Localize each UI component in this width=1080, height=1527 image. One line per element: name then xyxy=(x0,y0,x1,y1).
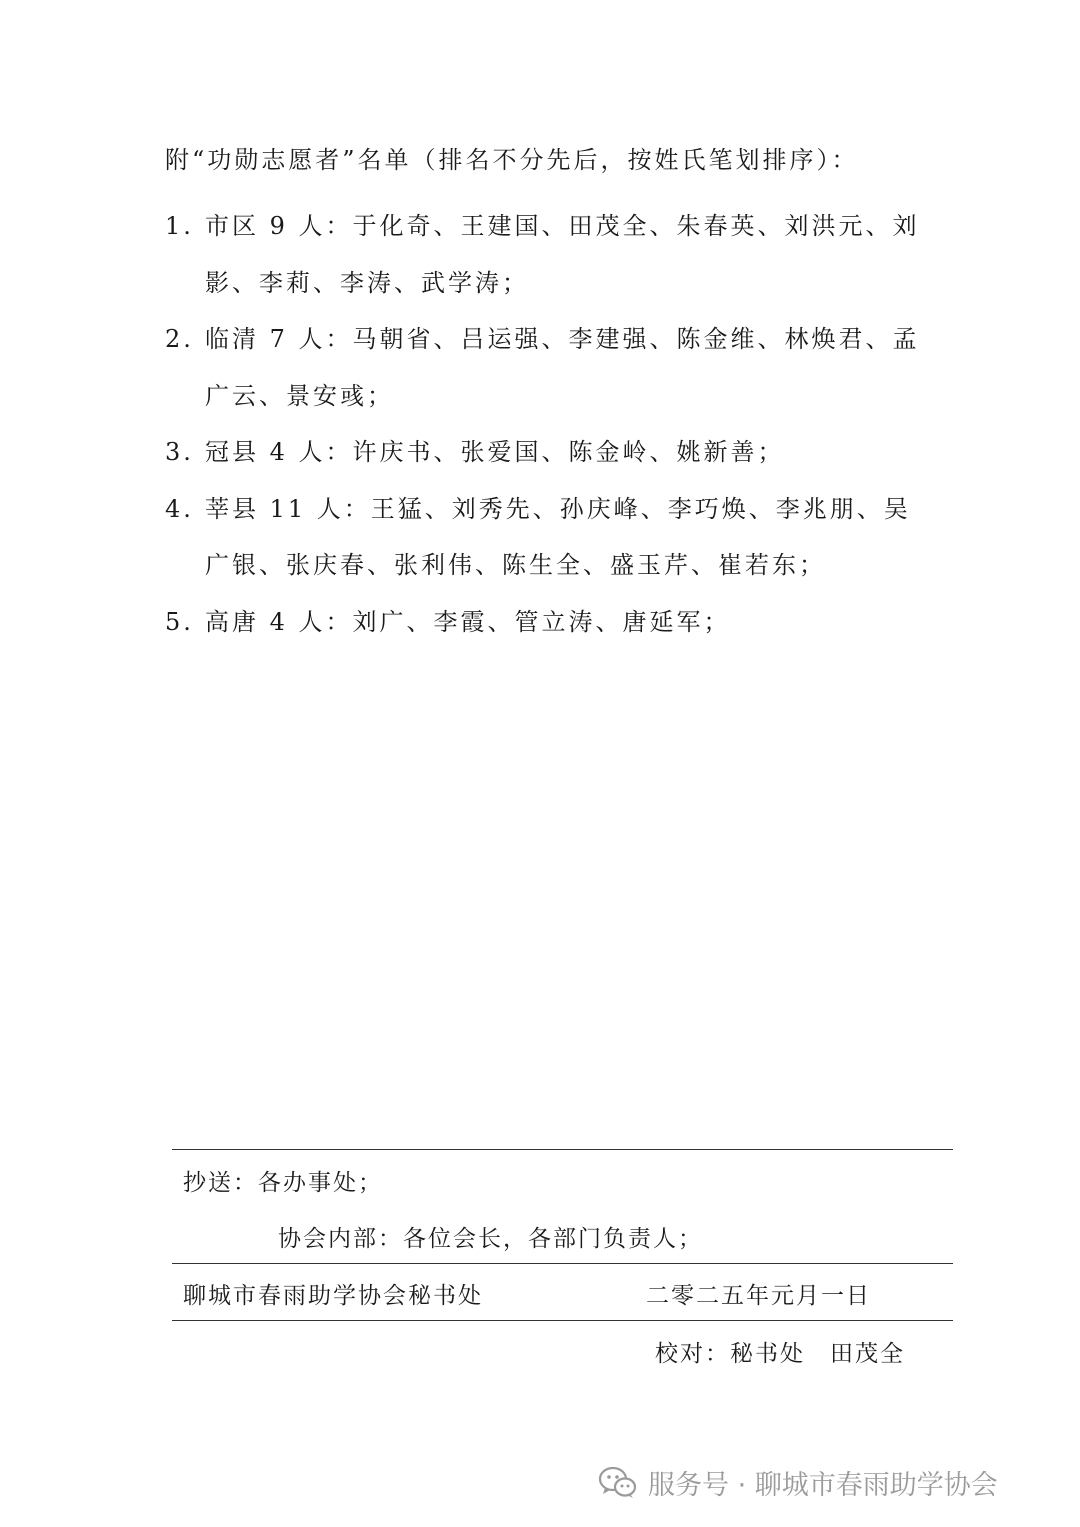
footer-divider-top xyxy=(172,1149,953,1150)
list-item xyxy=(165,481,925,594)
wechat-icon xyxy=(598,1466,638,1500)
issue-date: 二零二五年元月一日 xyxy=(646,1283,871,1309)
watermark-text: 服务号 · 聊城市春雨助学协会 xyxy=(648,1470,998,1501)
list-item xyxy=(165,198,925,311)
issuer-name: 聊城市春雨助学协会秘书处 xyxy=(183,1283,483,1309)
list-item xyxy=(165,594,925,651)
volunteer-list xyxy=(165,198,925,650)
watermark xyxy=(598,1463,998,1502)
proofreader-line: 校对：秘书处 田茂全 xyxy=(655,1341,905,1367)
list-item-text: 高唐 4 人：刘广、李霞、管立涛、唐延军； xyxy=(205,607,731,636)
list-item-number: 5. xyxy=(165,607,194,636)
footer-divider-bottom xyxy=(172,1320,953,1321)
list-item-number: 1. xyxy=(165,212,194,240)
list-item-number: 3. xyxy=(165,438,194,466)
list-item-text: 市区 9 人：于化奇、王建国、田茂全、朱春英、刘洪元、刘影、李莉、李涛、武学涛； xyxy=(205,212,920,297)
list-item-text: 临清 7 人：马朝省、吕运强、李建强、陈金维、林焕君、孟广云、景安彧； xyxy=(205,325,920,410)
list-heading: 附“功勋志愿者”名单（排名不分先后，按姓氏笔划排序）： xyxy=(165,146,859,174)
list-item-text: 冠县 4 人：许庆书、张爱国、陈金岭、姚新善； xyxy=(205,438,785,466)
list-item-number: 4. xyxy=(165,494,194,523)
cc-internal-line: 协会内部：各位会长，各部门负责人； xyxy=(278,1226,703,1252)
list-item xyxy=(165,311,925,424)
list-item xyxy=(165,424,925,481)
list-item-text: 莘县 11 人：王猛、刘秀先、孙庆峰、李巧焕、李兆朋、吴广银、张庆春、张利伟、陈生全、盛玉芹、崔若东； xyxy=(205,494,911,579)
footer-divider-middle xyxy=(172,1263,953,1264)
list-item-number: 2. xyxy=(165,325,194,353)
cc-line: 抄送：各办事处； xyxy=(183,1170,383,1196)
